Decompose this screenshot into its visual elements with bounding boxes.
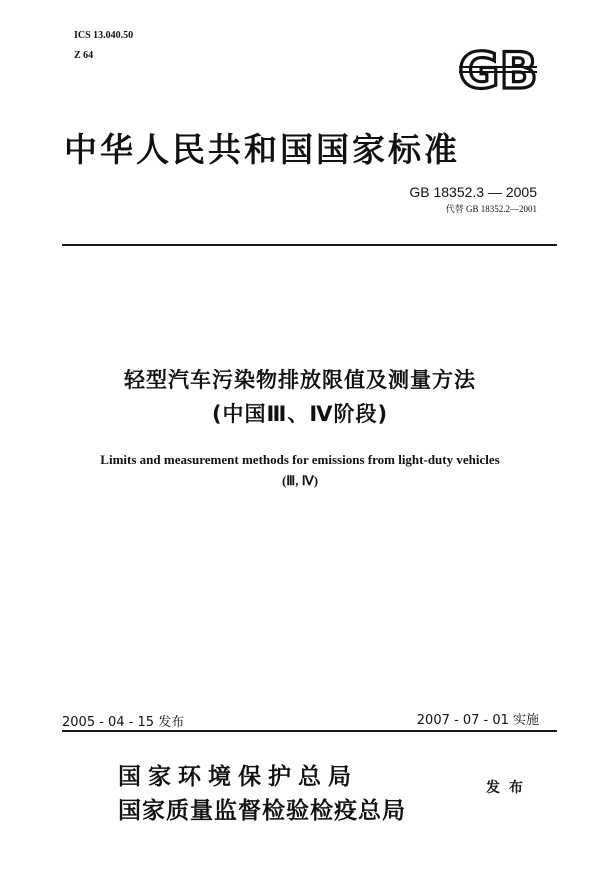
top-divider [62,244,557,246]
gb-logo-text: GB [458,42,538,96]
replaces-note: 代替 GB 18352.2—2001 [445,204,537,214]
standard-title: 中华人民共和国国家标准 [64,130,460,169]
issuing-agency-1: 国家环境保护总局 [118,764,358,790]
bottom-divider [62,730,557,732]
document-stage-en: (Ⅲ, Ⅳ) [281,473,319,488]
standard-number: GB 18352.3 — 2005 [409,184,537,200]
issuing-agency-2: 国家质量监督检验检疫总局 [118,798,406,824]
document-title-en: Limits and measurement methods for emissions from light-duty vehicles [100,452,500,467]
gb-logo [455,42,541,96]
classification-code: Z 64 [74,50,94,61]
implementation-date: 2007 - 07 - 01 实施 [416,713,539,728]
ics-code: ICS 13.040.50 [74,30,134,41]
document-stage-cn: (中国Ⅲ、Ⅳ阶段) [211,402,389,426]
issue-date: 2005 - 04 - 15 发布 [62,715,185,730]
document-title-cn: 轻型汽车污染物排放限值及测量方法 [124,368,476,392]
publish-label: 发 布 [486,780,525,796]
